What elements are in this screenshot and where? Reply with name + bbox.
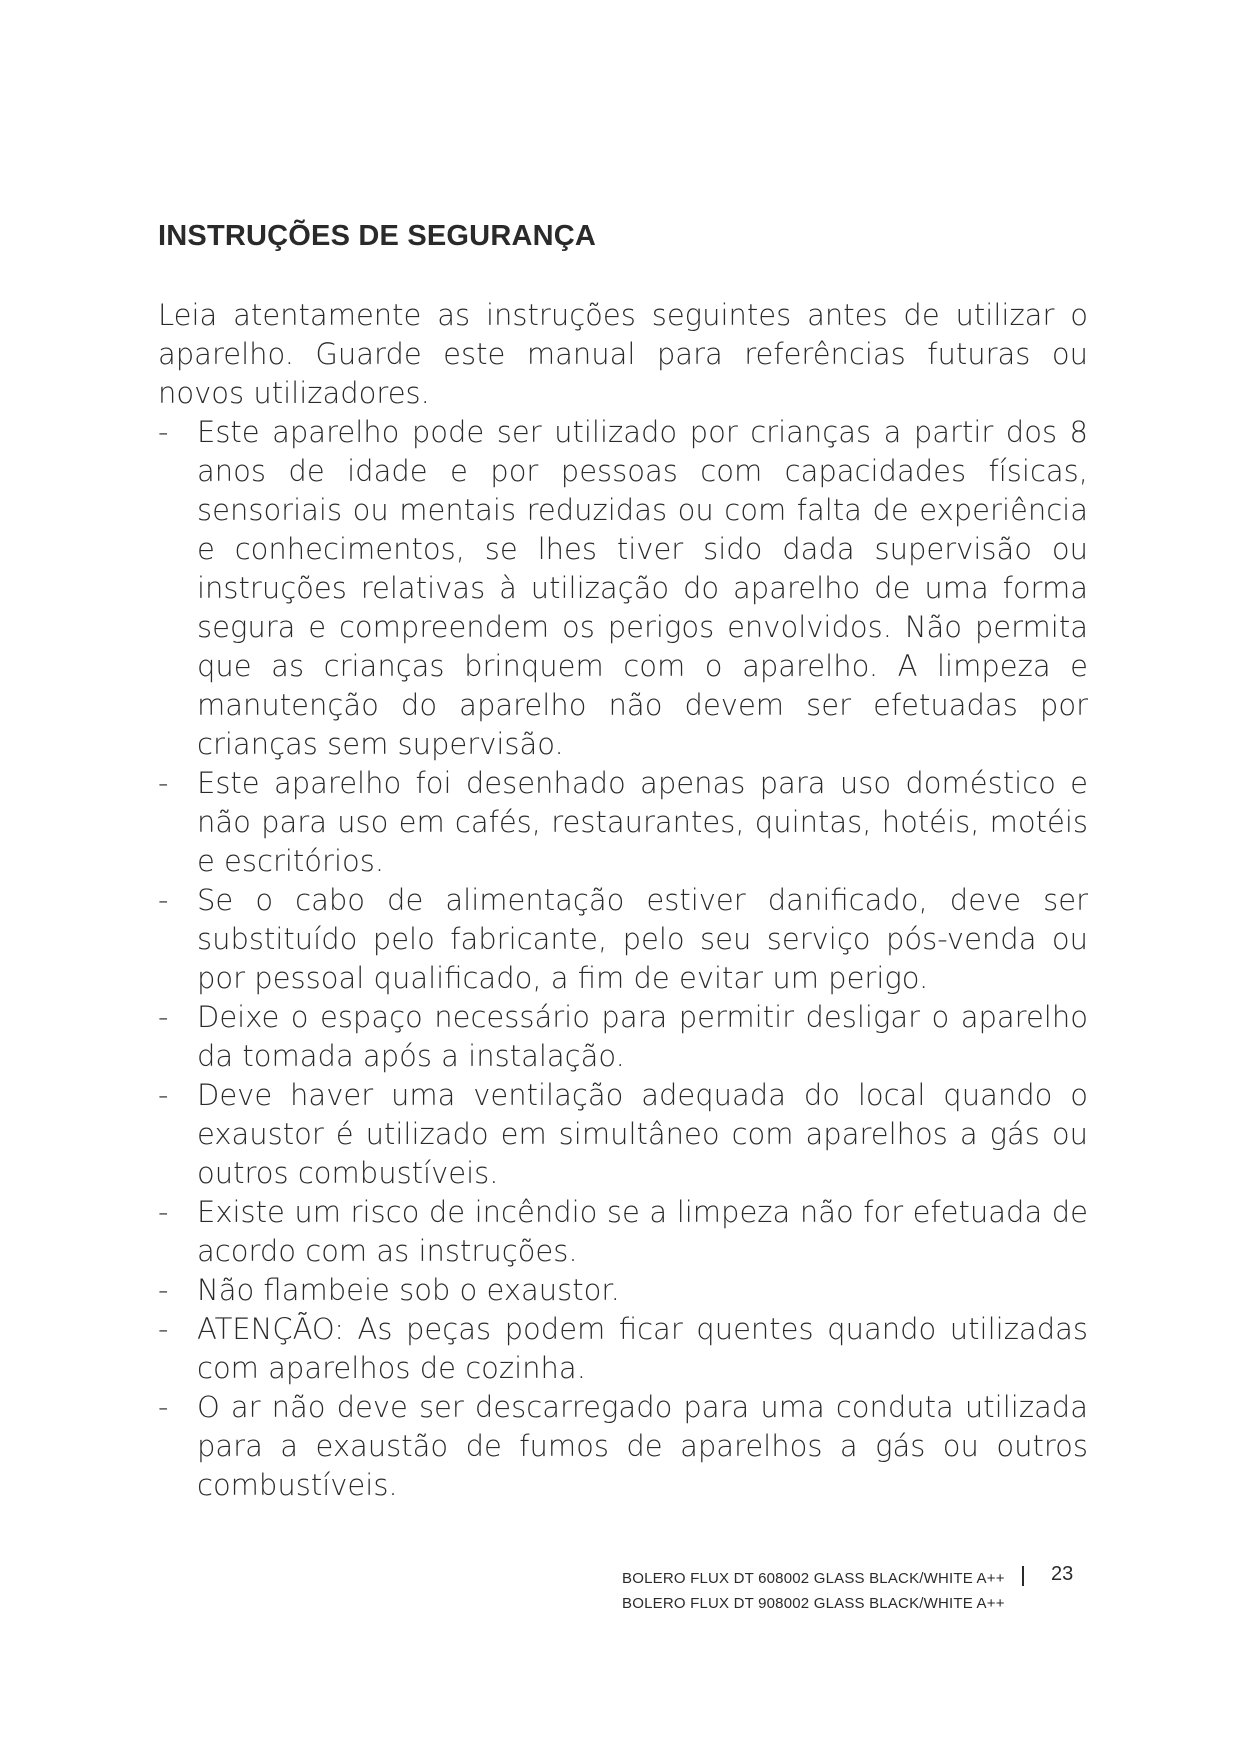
list-item (158, 1271, 1088, 1310)
list-item (158, 413, 1088, 764)
bullet-dash: - (158, 883, 169, 917)
bullet-dash: - (158, 1273, 169, 1307)
list-item (158, 1193, 1088, 1271)
safety-content (158, 296, 1088, 1505)
list-item-text: Deve haver uma ventilação adequada do local quando o exaustor é utilizado em simultâneo com aparelhos a gás ou outros combustíveis. (197, 1078, 1088, 1190)
list-item-text: Existe um risco de incêndio se a limpeza não for efetuada de acordo com as instruções. (197, 1195, 1088, 1268)
bullet-dash: - (158, 1078, 169, 1112)
list-item (158, 998, 1088, 1076)
bullet-dash: - (158, 415, 169, 449)
footer-model-line: BOLERO FLUX DT 608002 GLASS BLACK/WHITE A++ (622, 1570, 1005, 1587)
footer-model-line: BOLERO FLUX DT 908002 GLASS BLACK/WHITE A++ (622, 1595, 1005, 1612)
list-item (158, 764, 1088, 881)
footer-divider (1022, 1566, 1024, 1586)
intro-paragraph: Leia atentamente as instruções seguintes antes de utilizar o aparelho. Guarde este manual para referências futuras ou novos utilizadores. (158, 298, 1088, 410)
bullet-dash: - (158, 1195, 169, 1229)
bullet-dash: - (158, 766, 169, 800)
footer-models (622, 1566, 1005, 1616)
list-item-text: Este aparelho pode ser utilizado por crianças a partir dos 8 anos de idade e por pessoas com capacidades físicas, sensoriais ou mentais reduzidas ou com falta de experiência e conhecimentos, se lhes tiver sido dada supervisão ou instruções relativas à utilização do aparelho de uma forma segura e compreendem os perigos envolvidos. Não permita que as crianças brinquem com o aparelho. A limpeza e manutenção do aparelho não devem ser efetuadas por crianças sem supervisão. (197, 415, 1088, 761)
list-item-text: ATENÇÃO: As peças podem ficar quentes quando utilizadas com aparelhos de cozinha. (197, 1312, 1088, 1385)
page-number: 23 (1051, 1563, 1074, 1585)
list-item (158, 1076, 1088, 1193)
list-item-text: Deixe o espaço necessário para permitir desligar o aparelho da tomada após a instalação. (197, 1000, 1088, 1073)
list-item (158, 881, 1088, 998)
list-item (158, 1388, 1088, 1505)
bullet-dash: - (158, 1390, 169, 1424)
bullet-dash: - (158, 1312, 169, 1346)
safety-list (158, 413, 1088, 1505)
list-item (158, 1310, 1088, 1388)
bullet-dash: - (158, 1000, 169, 1034)
page-title: INSTRUÇÕES DE SEGURANÇA (158, 220, 597, 252)
list-item-text: Se o cabo de alimentação estiver danificado, deve ser substituído pelo fabricante, pelo seu serviço pós-venda ou por pessoal qualificado, a fim de evitar um perigo. (197, 883, 1088, 995)
list-item-text: Este aparelho foi desenhado apenas para uso doméstico e não para uso em cafés, restaurantes, quintas, hotéis, motéis e escritórios. (197, 766, 1088, 878)
list-item-text: Não flambeie sob o exaustor. (197, 1273, 620, 1307)
list-item-text: O ar não deve ser descarregado para uma conduta utilizada para a exaustão de fumos de aparelhos a gás ou outros combustíveis. (197, 1390, 1088, 1502)
